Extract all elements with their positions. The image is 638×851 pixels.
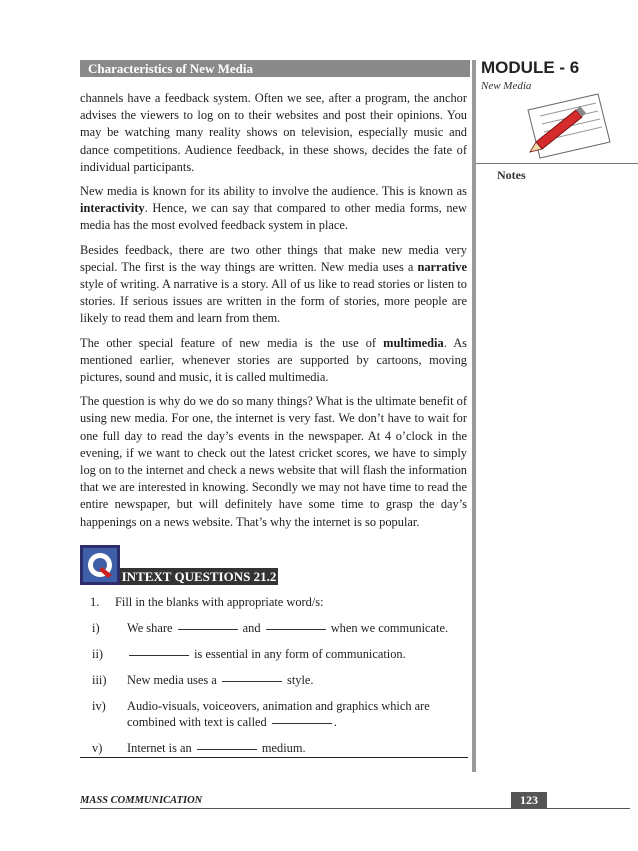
text-run: New media is known for its ability to involve the audience. This is known as [80,184,467,199]
page-number: 123 [511,792,547,808]
text-run: when we communicate. [327,621,449,635]
item-text [127,646,470,662]
text-run: and [239,621,264,635]
section-title: Characteristics of New Media [80,60,470,77]
text-run: New media uses a [127,673,220,687]
text-run: We share [127,621,176,635]
item-text [127,620,470,636]
item-text [127,740,470,756]
footer-rule [80,808,630,809]
intext-title: INTEXT QUESTIONS 21.2 [121,569,277,584]
paragraph [80,393,467,531]
text-run: . Hence, we can say that compared to other media forms, new media has the most evolved feedback system in place. [80,201,467,233]
text-run: style of writing. A narrative is a story. All of us like to read stories or listen to stories. If serious issues are written in the form of stories, more people are likely to read them and learn from them. [80,277,467,326]
text-run: Besides feedback, there are two other things that make new media very special. The first is the way things are written. New media uses a [80,242,467,274]
bold-term: interactivity [80,201,145,216]
paragraph [80,335,467,387]
paragraph [80,242,467,328]
blank-line [129,655,189,656]
notes-divider [476,163,638,164]
text-run: style. [283,673,314,687]
item-number: ii) [92,647,104,661]
text-run: channels have a feedback system. Often we see, after a program, the anchor advises the viewers to log on to their websites and post their opinions. You may be watching many reality shows on television, especially music and dance competitions. Audience feedback, in these shows, decides the fate of individual participants. [80,91,467,174]
text-run: . As mentioned earlier, whenever stories are supported by cartoons, moving pictures, sound and music, it is called multimedia. [80,335,467,385]
blank-line [272,723,332,724]
question-item [90,646,470,662]
paragraph [80,183,467,235]
paragraph [80,90,467,176]
question-text: Fill in the blanks with appropriate word/s: [115,595,324,609]
text-run: is essential in any form of communication. [191,647,406,661]
item-number: iv) [92,699,106,713]
footer-course: MASS COMMUNICATION [80,795,203,806]
blank-line [178,629,238,630]
text-run: Internet is an [127,741,195,755]
notes-label: Notes [497,168,526,182]
item-number: iii) [92,673,107,687]
questions [90,594,470,766]
text-run: . [333,715,337,729]
text-run: The other special feature of new media is the use of [80,335,384,350]
notepad-pencil-icon [510,92,620,162]
text-run: medium. [258,741,306,755]
bold-term: multimedia [383,335,444,350]
question-item [90,740,470,756]
item-number: v) [92,741,103,755]
blank-line [197,749,257,750]
question-items [90,620,470,756]
text-run: Audio-visuals, voiceovers, animation and graphics which are combined with text is called [127,699,430,729]
blank-line [222,681,282,682]
question-item [90,698,470,730]
question-1 [90,594,470,610]
question-icon [80,545,120,585]
section-end-rule [80,757,468,758]
bold-term: narrative [417,259,467,274]
margin-divider [472,60,476,772]
question-number: 1. [90,595,100,609]
question-item [90,620,470,636]
module-title: MODULE - 6 [481,58,580,77]
module-subtitle: New Media [481,80,532,92]
body-text [80,90,467,538]
item-text [127,672,470,688]
blank-line [266,629,326,630]
item-number: i) [92,621,100,635]
question-item [90,672,470,688]
text-run: The question is why do we do so many things? What is the ultimate benefit of using new media. For one, the internet is very fast. We don’t have to wait for one full day to read the day’s events in the newspaper. At 4 o’clock in the evening, if we want to check out the latest cricket scores, we have to simply log on to the internet and check a news website that will flash the information that we are interested in knowing. Secondly we may not have time to read the entire newspaper, but will definitely have some time to grasp the day’s happenings on a news website. That’s why the internet is so popular. [80,394,467,529]
item-text [127,698,470,730]
